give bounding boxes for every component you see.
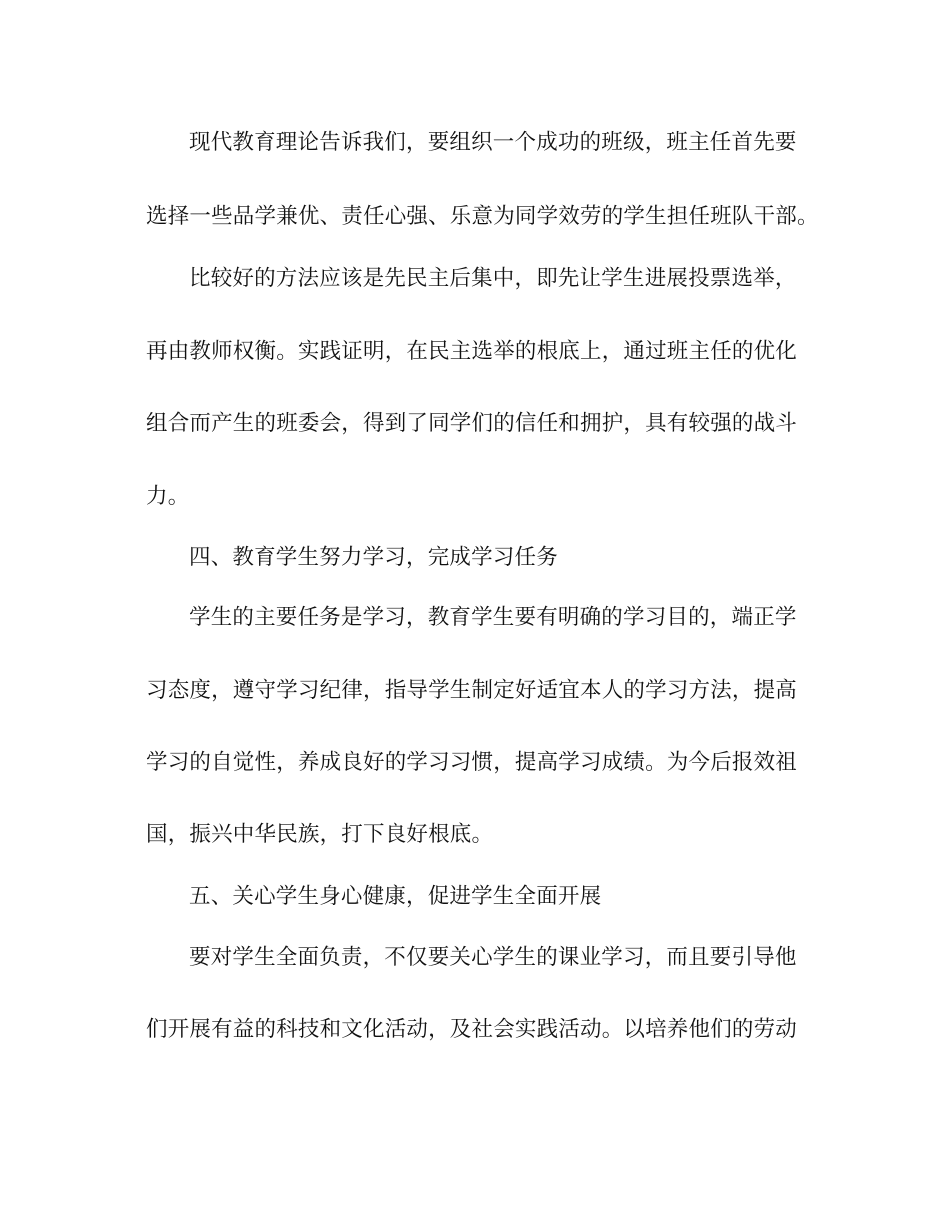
paragraph-line: 习态度，遵守学习纪律，指导学生制定好适宜本人的学习方法，提高 xyxy=(146,678,798,703)
paragraph-line: 现代教育理论告诉我们，要组织一个成功的班级，班主任首先要 xyxy=(189,130,797,155)
paragraph-line: 选择一些品学兼优、责任心强、乐意为同学效劳的学生担任班队干部。 xyxy=(146,204,819,229)
paragraph-line: 学生的主要任务是学习，教育学生要有明确的学习目的，端正学 xyxy=(189,605,797,630)
section-heading: 五、关心学生身心健康，促进学生全面开展 xyxy=(189,884,602,909)
paragraph-line: 再由教师权衡。实践证明，在民主选举的根底上，通过班主任的优化 xyxy=(146,339,798,364)
paragraph-line: 力。 xyxy=(146,484,190,509)
paragraph-line: 组合而产生的班委会，得到了同学们的信任和拥护，具有较强的战斗 xyxy=(146,411,798,436)
paragraph-line: 学习的自觉性，养成良好的学习习惯，提高学习成绩。为今后报效祖 xyxy=(146,750,798,775)
section-heading: 四、教育学生努力学习，完成学习任务 xyxy=(189,545,558,570)
paragraph-line: 要对学生全面负责，不仅要关心学生的课业学习，而且要引导他 xyxy=(189,945,797,970)
paragraph-line: 比较好的方法应该是先民主后集中，即先让学生进展投票选举， xyxy=(189,266,797,291)
paragraph-line: 国，振兴中华民族，打下良好根底。 xyxy=(146,822,494,847)
paragraph-line: 们开展有益的科技和文化活动，及社会实践活动。以培养他们的劳动 xyxy=(146,1017,798,1042)
